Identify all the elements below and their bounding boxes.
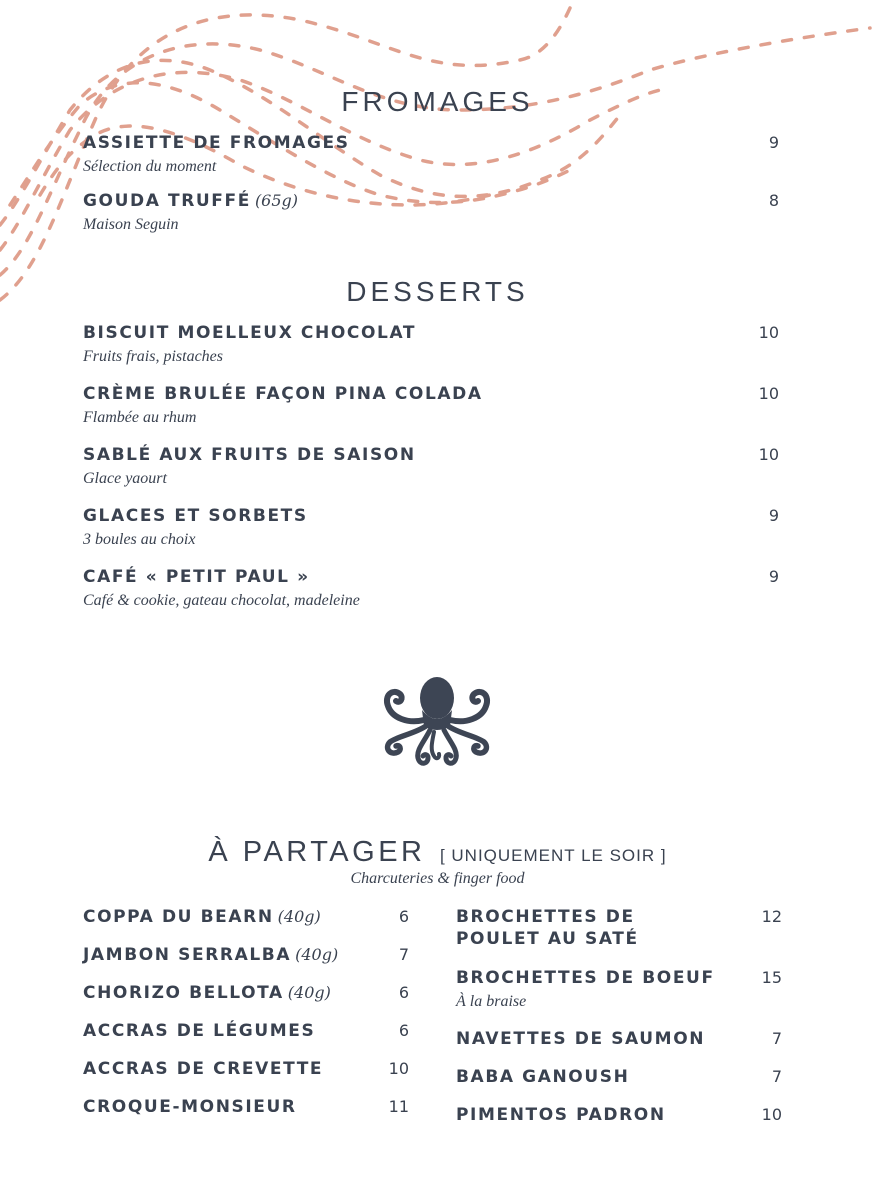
partager-heading <box>0 836 875 869</box>
share-item <box>456 1104 786 1126</box>
item-price: 6 <box>398 907 409 926</box>
share-item <box>83 1020 413 1042</box>
item-description: Flambée au rhum <box>83 409 197 426</box>
menu-item <box>83 132 783 178</box>
item-name: CRÈME BRULÉE FAÇON PINA COLADA <box>83 384 483 404</box>
partager-title: À PARTAGER <box>208 836 426 868</box>
item-price: 8 <box>768 191 779 210</box>
item-description: Glace yaourt <box>83 470 167 487</box>
menu-item <box>83 383 783 429</box>
item-name: NAVETTES DE SAUMON <box>456 1029 706 1049</box>
item-description: Sélection du moment <box>83 158 217 175</box>
item-name: BROCHETTES DE POULET AU SATÉ <box>456 907 639 949</box>
item-price: 7 <box>771 1067 782 1086</box>
item-description: À la braise <box>456 993 527 1010</box>
item-price: 15 <box>761 968 782 987</box>
share-item <box>456 1066 786 1088</box>
item-name: ACCRAS DE LÉGUMES <box>83 1021 316 1041</box>
menu-item <box>83 322 783 368</box>
share-item <box>456 967 786 1013</box>
item-price: 12 <box>761 907 782 926</box>
menu-item <box>83 566 783 612</box>
item-price: 9 <box>768 567 779 586</box>
item-quantity: (40g) <box>277 907 321 926</box>
item-price: 10 <box>388 1059 409 1078</box>
item-name-row <box>83 906 413 928</box>
menu-item <box>83 505 783 551</box>
item-price: 6 <box>398 983 409 1002</box>
item-price: 9 <box>768 133 779 152</box>
item-name: JAMBON SERRALBA <box>83 945 292 965</box>
item-name: CAFÉ « PETIT PAUL » <box>83 567 310 587</box>
menu-item <box>83 190 783 236</box>
menu-item <box>83 444 783 490</box>
item-price: 7 <box>771 1029 782 1048</box>
item-name: BISCUIT MOELLEUX CHOCOLAT <box>83 323 417 343</box>
item-name: GLACES ET SORBETS <box>83 506 308 526</box>
partager-subtitle: Charcuteries & finger food <box>350 870 525 887</box>
desserts-title: DESSERTS <box>346 276 529 307</box>
fromages-title: FROMAGES <box>341 86 534 117</box>
item-price: 10 <box>758 384 779 403</box>
item-name: BROCHETTES DE BOEUF <box>456 968 715 988</box>
share-item <box>83 906 413 928</box>
item-name: ACCRAS DE CREVETTE <box>83 1059 324 1079</box>
octopus-icon <box>378 676 496 768</box>
item-name: SABLÉ AUX FRUITS DE SAISON <box>83 445 416 465</box>
item-quantity: (40g) <box>295 945 339 964</box>
item-name-row <box>83 982 413 1004</box>
item-price: 10 <box>761 1105 782 1124</box>
share-item <box>83 982 413 1004</box>
share-item <box>83 1058 413 1080</box>
partager-note: [ UNIQUEMENT LE SOIR ] <box>439 846 667 865</box>
item-description: 3 boules au choix <box>83 531 196 548</box>
item-description: Maison Seguin <box>83 216 179 233</box>
share-item <box>83 1096 413 1118</box>
item-price: 6 <box>398 1021 409 1040</box>
item-description: Café & cookie, gateau chocolat, madeleine <box>83 592 360 609</box>
share-item <box>456 1028 786 1050</box>
item-quantity: (40g) <box>287 983 331 1002</box>
item-name: CROQUE-MONSIEUR <box>83 1097 297 1117</box>
item-name: PIMENTOS PADRON <box>456 1105 666 1125</box>
item-name: COPPA DU BEARN <box>83 907 274 927</box>
item-price: 7 <box>398 945 409 964</box>
item-name-row <box>83 944 413 966</box>
item-name: CHORIZO BELLOTA <box>83 983 284 1003</box>
item-name-row <box>83 190 783 212</box>
item-price: 10 <box>758 323 779 342</box>
item-name: BABA GANOUSH <box>456 1067 630 1087</box>
item-quantity: (65g) <box>254 191 299 210</box>
item-name: ASSIETTE DE FROMAGES <box>83 133 350 153</box>
item-price: 9 <box>768 506 779 525</box>
item-price: 11 <box>388 1097 409 1116</box>
item-name: GOUDA TRUFFÉ <box>83 191 251 211</box>
share-item <box>83 944 413 966</box>
item-description: Fruits frais, pistaches <box>83 348 224 365</box>
share-item <box>456 906 786 950</box>
item-price: 10 <box>758 445 779 464</box>
